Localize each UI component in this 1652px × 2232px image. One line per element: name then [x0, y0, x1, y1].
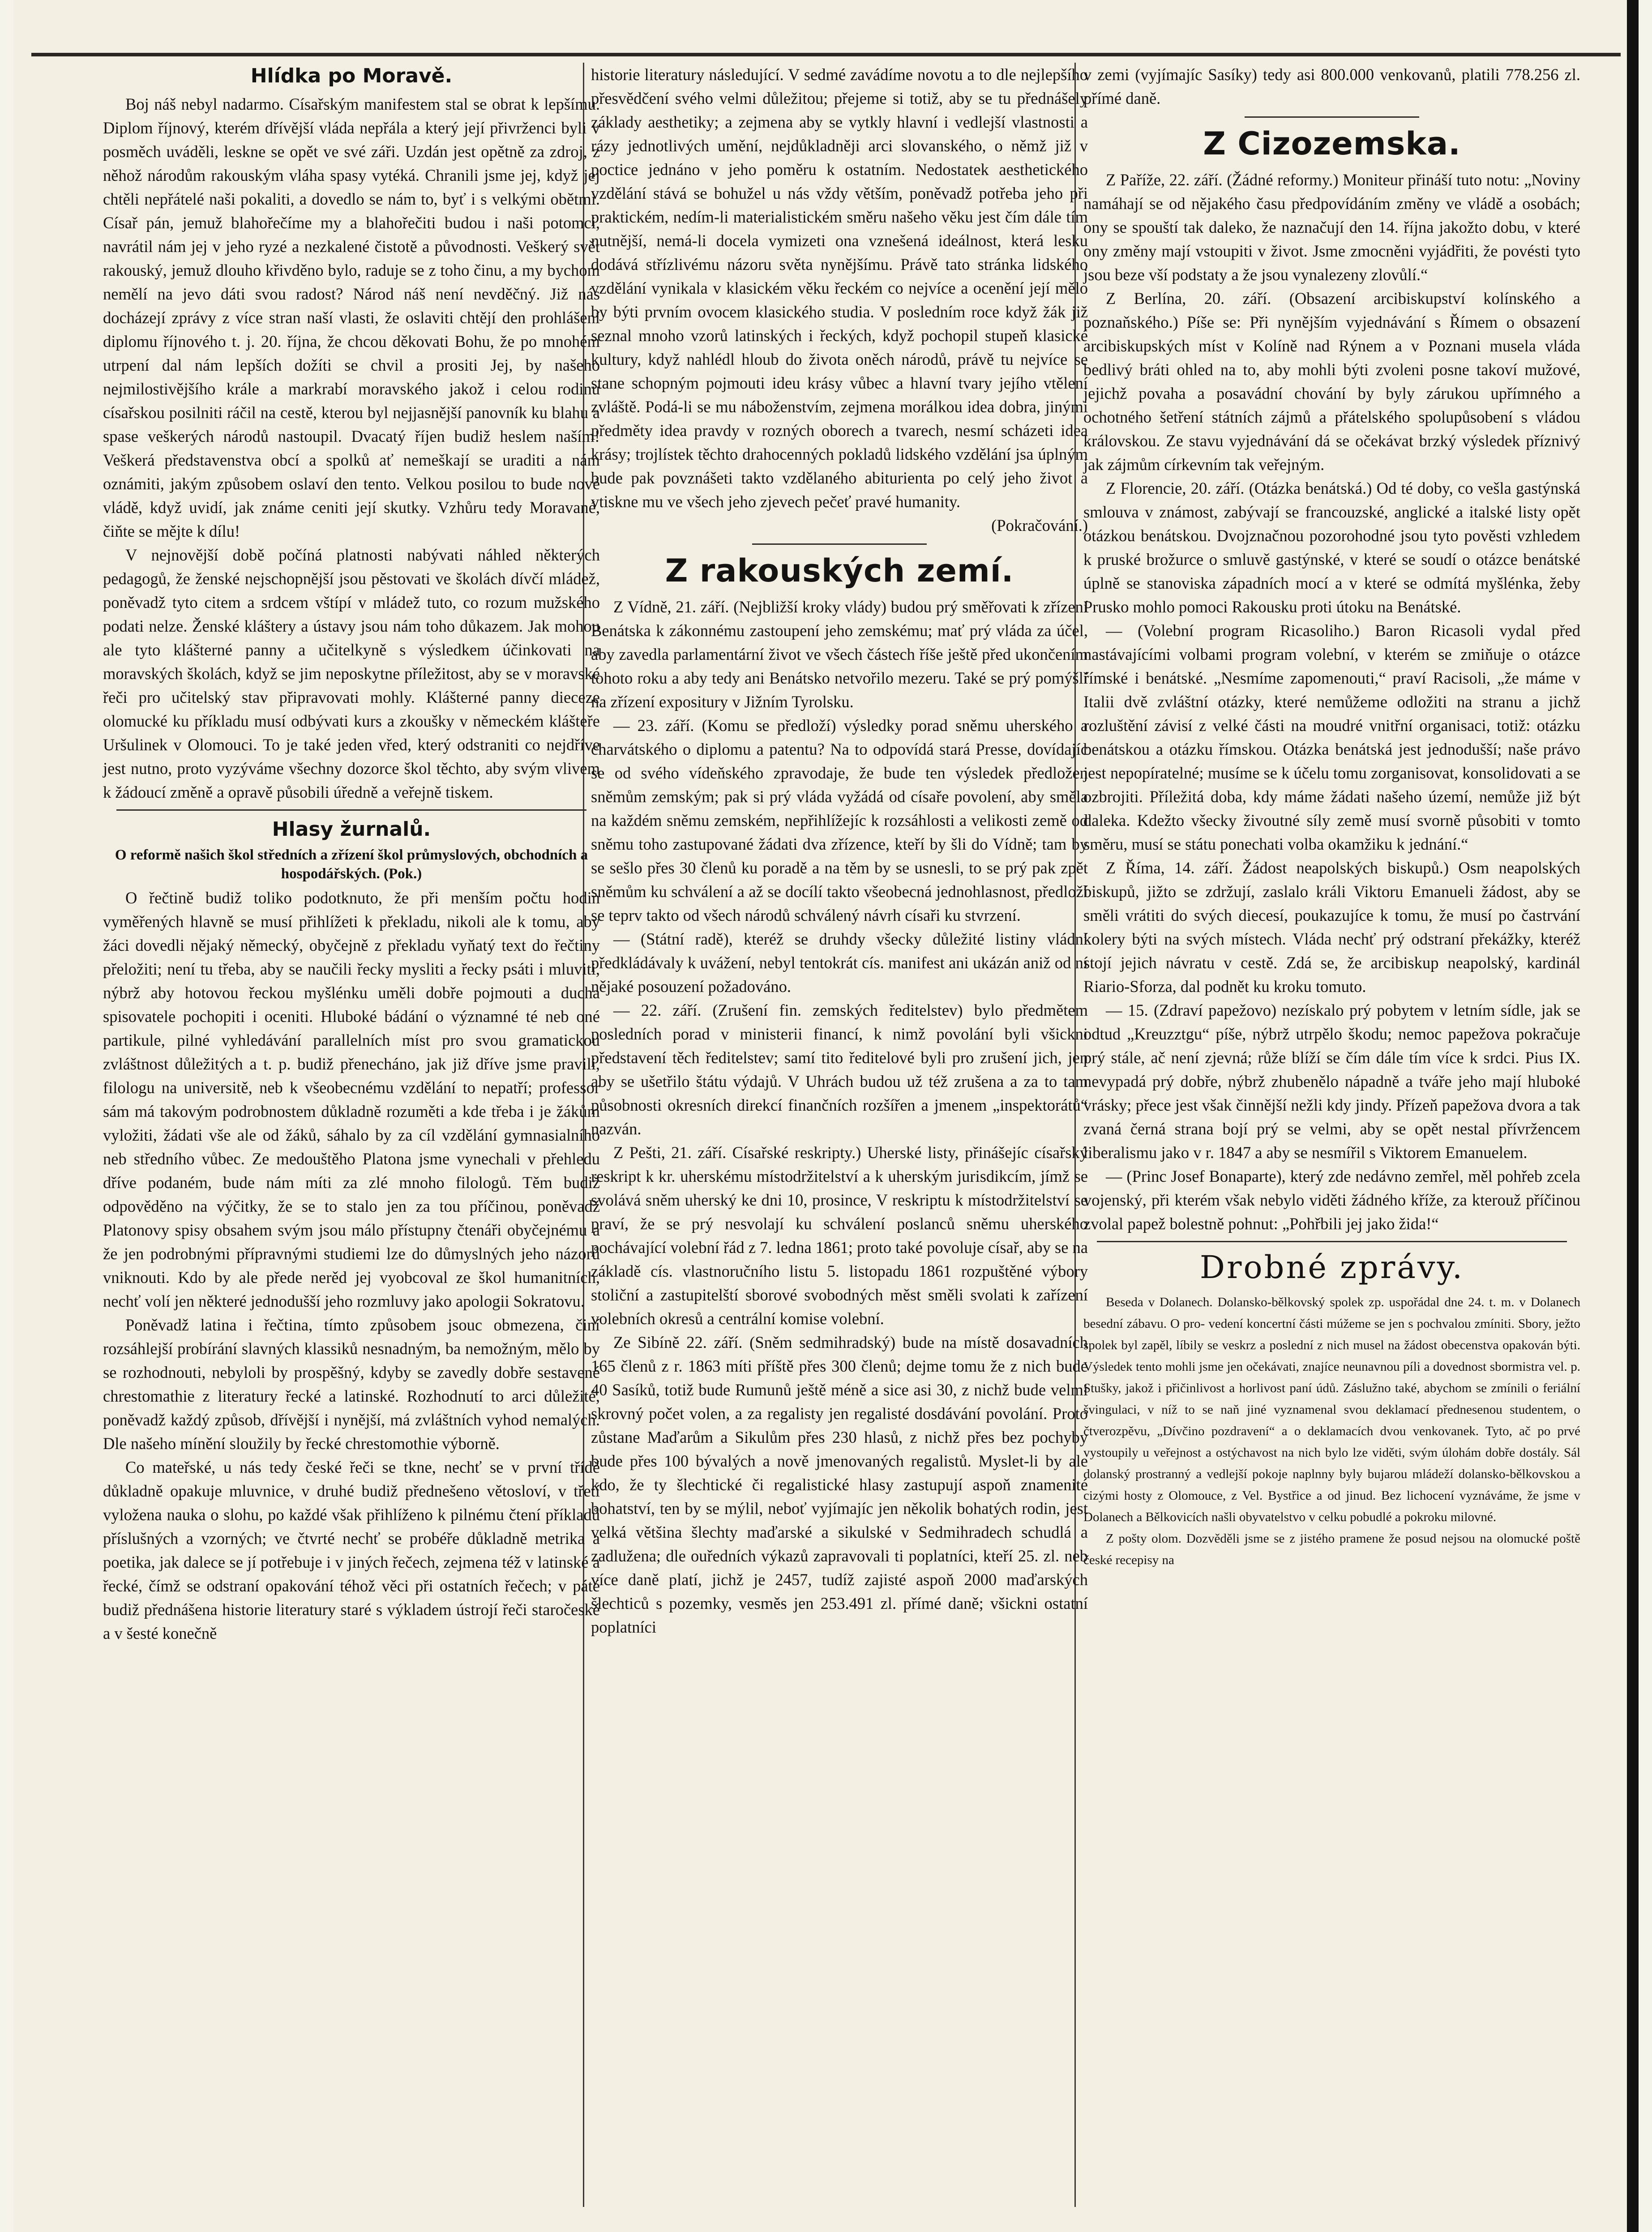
top-rule [31, 53, 1621, 56]
news-item: Z Pešti, 21. září. Císařské reskripty.) Uherské listy, přinášejíc císařský reskript k kr. uherskému místodržitelství a k uherským jurisdikcím, jímž se svolává sněm uherský ke dni 10, prosince, V reskriptu k místodržitelství se praví, že se prý nesvolají ku schválení poslanců sněmu uherského pochávající volební řád z 7. ledna 1861; proto také povoluje císař, aby se na základě cís. vlastnoručního listu 5. listopadu 1861 rozpuštěné výbory stoliční a zastupitelští sborové svobodných měst směli svolati k zařízení volebních okresů a centrální komise volební. [591, 1143, 1088, 1328]
article-subheading: O reformě našich škol středních a zřízení škol průmyslových, obchodních a hospodářských. (Pok.) [115, 847, 588, 882]
section-heading-cizozemska: Z Cizozemska. [1203, 125, 1461, 162]
section-divider [1245, 116, 1419, 118]
newspaper-page [13, 0, 1639, 2232]
column-1 [103, 63, 600, 1645]
column-3 [1083, 63, 1580, 1571]
column-2 [591, 63, 1088, 1639]
section-divider [1097, 1241, 1567, 1242]
news-item: — 15. (Zdraví papežovo) nezískalo prý pobytem v letním sídle, jak se odtud „Kreuzztgu“ píše, nýbrž utrpělo škodu; nemoc papežova pokračuje prý stále, ač není zjevná; růže blíží se čím dále tím více k srdci. Pius IX. nevypadá prý dobře, nýbrž zhubenělo nápadně a tváře jeho mají hluboké vrásky; přece jest však činnější nežli kdy jindy. Přízeň papežova dvora a tak zvaná černá strana bojí prý se velmi, aby se opět nestal přívržencem liberalismu jako v r. 1847 a aby se nesmířil s Viktorem Emanuelem. [1083, 1001, 1580, 1162]
article-paragraph: Poněvadž latina i řečtina, tímto způsobem jsouc obmezena, činí rozsáhlejší probírání slavných klassiků nesnadným, ba nemožným, mělo by se rozhodnouti, nebyloli by prospěšný, kdyby se zavedly dobře sestavené chrestomathie z literatury řecké a latinské. Rozhodnutí to arci důležité, poněvadž každý způsob, dřívější i nynější, má zvláštních vyhod nemalých. Dle našeho mínění sloužily by řecké chrestomothie výborně. [103, 1316, 600, 1453]
section-heading-hlasy: Hlasy žurnalů. [272, 818, 431, 841]
scan-edge [1627, 0, 1639, 2232]
news-item: Ze Sibíně 22. září. (Sněm sedmihradský) bude na místě dosavadních 165 členů z r. 1863 míti příště přes 300 členů; dejme tomu že z nich bude 40 Sasíků, totiž bude Rumunů ještě méně a sice asi 30, z nichž bude velmi skrovný počet volen, a za regalisty jen regalisté dosdávání povolání. Proto zůstane Maďarům a Sikulům přes 230 hlasů, z nichž přes bez pochyby bude přes 100 bývalých a nově jmenovaných regalistů. Myslet-li by ale kdo, že ty šlechtické či regalistické hlasy zastupují aspoň znamenité bohatství, ten by se mýlil, neboť vyjímajíc jen několik bohatých rodin, jest velká většina šlechty maďarské a sikulské v Sedmihradech schudlá a zadlužena; dle ouředních výkazů zapravovali ti poplatníci, kteří 25. zl. neb více daně platí, jichž je 2457, tudíž zajisté aspoň 2000 maďarských šlechticů s pozemky, vesměs jen 253.491 zl. přímé daně; všickni ostatní poplatníci [591, 1333, 1088, 1636]
article-paragraph: V nejnovější době počíná platnosti nabývati náhled některých pedagogů, že ženské nejschopnější jsou pěstovati ve školách dívčí mládež, poněvadž tyto citem a srdcem vštípí v mládež tuto, co rozum mužského podati nelze. Ženské kláštery a ústavy jsou nám toho důkazem. Jak mohou ale tyto klášterné panny a učitelkyně s výsledkem účinkovati na moravských školách, když se jim neposkytne příležitost, aby se v moravské řeči pro učitelský stav připravovati mohly. Klášterné panny dieceze olomucké ku příkladu musí odbývati kurs a zkoušky v německém klášteře Uršulinek v Olomouci. To je také jeden vřed, který odstraniti co nejdříve jest nutno, proto vyzýváme všechny dozorce škol těchto, aby svým vlivem k žádoucí změně a opravě působili úředně a veřejně tiskem. [103, 546, 600, 801]
news-item: Z Paříže, 22. září. (Žádné reformy.) Moniteur přináší tuto notu: „Noviny namáhají se od nějakého času předpovídáním změny ve vládě a osobách; ony se spouští tak daleko, že naznačují den 14. října jakožto dobu, v které ony změny mají vstoupiti v život. Jsme zmocněni vyjádřiti, že povésti tyto jsou beze vší podstaty a že jsou vynalezeny zlovůlí.“ [1083, 171, 1580, 284]
news-item: Z pošty olom. Dozvěděli jsme se z jistého pramene že posud nejsou na olomucké poště české recepisy na [1083, 1531, 1580, 1567]
section-divider [752, 543, 927, 545]
news-item: — 23. září. (Komu se předloží) výsledky porad sněmu uherského a charvátského o diplomu a patentu? Na to odpovídá stará Presse, dovídajíc se od svého vídeňského zpravodaje, že bude ten výsledek předložen sněmům zemským; pak si prý vláda vyžádá od císaře povolení, aby směla na každém sněmu zemském, nepřihlížejíc k rozsáhlosti a velikosti země od sněmu toho zastupované žádati dva zřízence, kteří by šli do Vídně; tam by se sešlo přes 30 členů ku poradě a na těm by se usnesli, to se prý pak zpět sněmům ku schválení a až se docílí takto všeobecná jednohlasnost, předloží se teprv takto od všech národů schválený návrh císaři ku stvrzení. [591, 716, 1088, 924]
section-heading-rakouskych: Z rakouských zemí. [665, 552, 1014, 589]
news-item: Z Vídně, 21. září. (Nejbližší kroky vlády) budou prý směřovati k zřízení Benátska k zákonnému zastoupení jeho zemskému; mať prý vláda za účel, aby zavedla parlamentární život ve všech částech říše ještě před ukončením tohoto roku a aby tedy ani Benátsko netvořilo mezeru. Také se prý pomýšlí na zřízení expositury v Jižním Tyrolsku. [591, 598, 1088, 711]
section-heading-hlidka: Hlídka po Moravě. [250, 64, 453, 87]
article-paragraph: Co mateřské, u nás tedy české řeči se tkne, nechť se v první třídě důkladně opakuje mluvnice, v druhé budiž přednešeno větosloví, v třetí vyložena nauka o slohu, po každé však přihlíženo k pilnému čtení příkladů příslušných a vzorných; ve čtvrté nechť se probéře důkladně metrika a poetika, jak dalece se jí potřebuje i v jiných řečech, zejmena též v latinské a řecké, čímž se odstraní opakování téhož věci při ostatních řečech; v páté budiž přednášena historie literatury staré s výkladem ústrojí řeči staročeské a v šesté konečně [103, 1458, 600, 1642]
news-item: Z Florencie, 20. září. (Otázka benátská.) Od té doby, co vešla gastýnská smlouva v známost, zabývají se francouzské, anglické a italské listy opět otázkou benátskou. Dvojznačnou pozorohodné jsou tyto pověsti vzhledem k pruské brožurce o smluvě gastýnské, v které se soudí o otázce benátské úplně se stanoviska západních mocí a v které se odmítá myšlénka, žeby Prusko mohlo pomoci Rakousku proti útoku na Benátské. [1083, 479, 1580, 616]
section-divider [116, 809, 586, 811]
news-item: — (Státní radě), kteréž se druhdy všecky důležité listiny vládní předkládávaly k uvážení, nebyl tentokrát cís. manifest ani ukázán aniž od ní nějaké posouzení požadováno. [591, 930, 1088, 996]
news-item: Z Berlína, 20. září. (Obsazení arcibiskupství kolínského a poznaňského.) Píše se: Při nynějším vyjednávání s Římem o obsazení arcibiskupských míst v Kolíně nad Rýnem a v Poznani musela vláda bedlivý bráti ohled na to, aby mohli býti zvoleni posne takoví mužové, jejichž povaha a posavádní chování by byly zárukou upřímného a ochotného šetření státních zájmů a přátelského spolupůsobení s vládou královskou. Ze stavu vyjednávání dá se očekávat brzký výsledek příznivý jak zájmům církevním tak veřejným. [1083, 289, 1580, 474]
news-item: — (Volební program Ricasoliho.) Baron Ricasoli vydal před nastávajícími volbami program volební, v kterém se zmiňuje o otázce římské i benátské. „Nesmíme zapomenouti,“ praví Racisoli, „že máme v Italii dvě zvláštní otázky, které nemůžeme odložiti na stranu a jichž rozluštění závisí z velké části na moudré vnitřní organisaci, totiž: otázku benátskou a otázku římskou. Otázka benátská jest jednodušší; naše právo jest nepopíratelné; musíme se k účelu tomu zorganisovat, konsolidovati a se ozbrojiti. Příležitá doba, kdy máme žádati našeho území, nemůže již být daleka. Kdežto všecky živoutné síly země musí svorně působiti v tomto směru, musí se státu ponechati volba okamžiku k jednání.“ [1083, 621, 1580, 853]
news-item: — 22. září. (Zrušení fin. zemských ředitelstev) bylo předmětem posledních porad v ministerii financí, k nimž povolání byli všickni představení těch ředitelstev; samí tito ředitelové byli pro zrušení jich, jen aby se ušetřilo štátu výdajů. V Uhrách budou už též zrušena a za to tam působnosti okresních direkcí finančních rozšířen a jmenem „inspektorátů“ nazván. [591, 1001, 1088, 1138]
article-paragraph: Boj náš nebyl nadarmo. Císařským manifestem stal se obrat k lepšímu. Diplom říjnový, kterém dřívější vláda nepřála a který její přivrženci byli v posměch uváděli, leskne se opět ve své záři. Uzdán jest opětně za zdroj, z něhož národům rakouským vláha spasy vytéká. Chranili jsme jej, když jej chtěli nepřátelé naši pokaliti, a dovedlo se nám to, byť i s velkými obětmi. Císař pán, jemuž blahořečíme my a blahořečiti budou i naši potomci, navrátil nám jej v jeho ryzé a nezkalené čistotě a původnosti. Veškerý svět rakouský, jemuž dlouho křivděno bylo, raduje se z toho činu, a my bychom nemělí na jevo dáti svou radost? Národ náš není nevděčný. Již nás docházejí zprávy z více stran naší vlasti, že oslaviti chtějí den prohlášení diplomu říjnového t. j. 20. října, že chcou děkovati Bohu, že po mnohém utrpení dal nám lepších dožíti se chvil a prositi Jej, by našeho nejmilostivějšího krále a markrabí moravského jakož i celou rodinu císařskou posilniti ráčil na cestě, kterou byl nejjasnější panovník ku blahu a spase veškerých národů nastoupil. Dvacatý říjen budiž heslem naším! Veškerá představenstva obcí a spolků ať nemeškají se uraditi a nám oznámiti, jakým způsobem oslaví den tento. Velkou posilou to bude nové vládě, když uvidí, jak známe ceniti její skutky. Vzhůru tedy Moravané, čiňte se mějte k dílu! [103, 95, 600, 540]
news-item: Z Říma, 14. září. Žádost neapolských biskupů.) Osm neapolských biskupů, jižto se zdržují, zaslalo králi Viktoru Emanueli žádost, aby se směli vrátiti do svých diecesí, poukazujíce k tomu, že musí po častrvání kolery býti na svých místech. Vláda nechť prý odstraní překážky, kteréž stojí jejich návratu v cestě. Zdá se, že arcibiskup neapolský, kardinál Riario-Sforza, dal podnět ku kroku tomuto. [1083, 859, 1580, 996]
article-paragraph: O řečtině budiž toliko podotknuto, že při menším počtu hodin vyměřených hlavně se musí přihlížeti k překladu, nikoli ale k tomu, aby žáci dovedli nějaký německý, obyčejně z překladu vyňatý text do řečtiny přeložiti; není tu třeba, aby se naučili řecky mysliti a řecky psáti i mluviti, nýbrž aby hotovou řeckou myšlénku uměli dobře pojmouti a ducha spisovatele pochopiti i oceniti. Hluboké bádání o významné té neb oné partikule, pilné vyhledávání parallelních míst pro svou gramatickou zvláštnost důležitých a t. p. budiž přenecháno, jak již dříve jsme pravili, filologu na universitě, neb k všeobecnému vzdělání to nepatří; professor sám má takovým podrobnostem důkladně rozuměti a kde třeba i je žákům vyložiti, žádati vše ale od žáků, sáhalo by za cíl vzdělání gymnasialního neb středního vůbec. Ze medouštěho Platona jsme vynechali v přehledu dříve podaném, bude nám míti za zlé mnoho filologů. Těm budiž odpověděno na výčitky, že se to stalo jen za tou příčinou, poněvadž Platonovy spisy obsahem svým jsou málo přístupny čtenáři obyčejnému a že jen podrobnými přípravnými studiemi lze do důmyslných jeho názorů vniknouti. Kdo by ale přede nerěd jej vyobcoval ze škol humanitních, nechť volí jen některé jednodušší jeho rozmluvy jako apologii Sokratovu. [103, 889, 600, 1310]
news-item: Beseda v Dolanech. Dolansko-bělkovský spolek zp. uspořádal dne 24. t. m. v Dolanech besední zábavu. O pro- vedení koncertní části múžeme se jen s pochvalou zmíniti. Sbory, ježto spolek byl zapěl, líbily se veskrz a poslední z nich musel na žádost obecenstva opakován býti. Výsledek tento mohli jsme jen očekávati, znajíce neunavnou píli a dovednost sbormistra vel. p. Stušky, jakož i přičinlivost a horlivost paní údů. Záslužno také, abychom se zmínili o feriální švingulaci, v níž to se naň jiné vyznamenal svou deklamací přednesenou studentem, o čtverozpěvu, „Dívčino pozdravení“ a o deklamacích dvou venkovanek. Tyto, ač po prvé vystoupily u veřejnost a ostýchavost na nich bylo lze viděti, svým úlohám dobře dostály. Sál dolanský prostranný a vedlejší pokoje naplnny byly bujarou mládeží dolansko-bělkovskou a cizými hosty z Olomouce, z Vel. Bystřice a od jinud. Bez lichocení vyznáváme, že jsme v Dolanech a Bělkovicích našli obyvatelstvo v celku pobudlé a pokroku milovné. [1083, 1295, 1580, 1524]
news-item: — (Princ Josef Bonaparte), který zde nedávno zemřel, měl pohřeb zcela vojenský, při kterém však nebylo viděti žádného kříže, za kterouž příčinou zvolal papež bolestně pohnut: „Pohřbili jej jako žida!“ [1083, 1167, 1580, 1233]
continuation-note: (Pokračování.) [991, 516, 1088, 534]
article-paragraph: historie literatury následující. V sedmé zavádíme novotu a to dle nejlepšího přesvědčení svého velmi důležitou; přejeme si totiž, aby se tu přednášely základy aesthetiky; a zejmena aby se vytkly hlavní i vedlejší vlastnosti a rázy jednotlivých umění, nejdůkladněji arci slovanského, o němž již v poctice jednáno v jeho poměru k ostatním. Nedostatek aesthetického vzdělání stává se bohužel u nás vždy větším, poněvadž potřeba jeho při praktickém, nedím-li materialistickém směru našeho věku jest čím dále tím nutnější, nemá-li docela vymizeti ona vznešená ideálnost, která lesku dodává střízlivému názoru světa nynějšímu. Právě tato stránka lidského vzdělání vynikala v klasickém věku řeckém co nejvíce a ocenění její mělo by býti prvním ovocem klasického studia. V posledním roce když žák již seznal mnoho vzorů latinských i řeckých, když pochopil stupeň klasické kultury, když nahlédl hloub do života oněch národů, právě tu nejvíce se stane schopným pojmouti ideu krásy vůbec a hlavní tvary jejího vtělení zvláště. Podá-li se mu náboženstvím, zejmena morálkou idea dobra, jinými předměty idea pravdy v rozných oborech a tvarech, nesmí scházeti idea krásy; trojlístek těchto drahocenných pokladů lidského vzdělání jsa úplným bude pak povznášeti takto vzdělaného abiturienta po celý jeho život a vtiskne mu ve všech jeho zjevech pečeť pravé humanity. [591, 65, 1088, 511]
article-paragraph: v zemi (vyjímajíc Sasíky) tedy asi 800.000 venkovanů, platili 778.256 zl. přímé daně. [1083, 65, 1580, 107]
section-heading-drobne: Drobné zprávy. [1199, 1249, 1464, 1286]
